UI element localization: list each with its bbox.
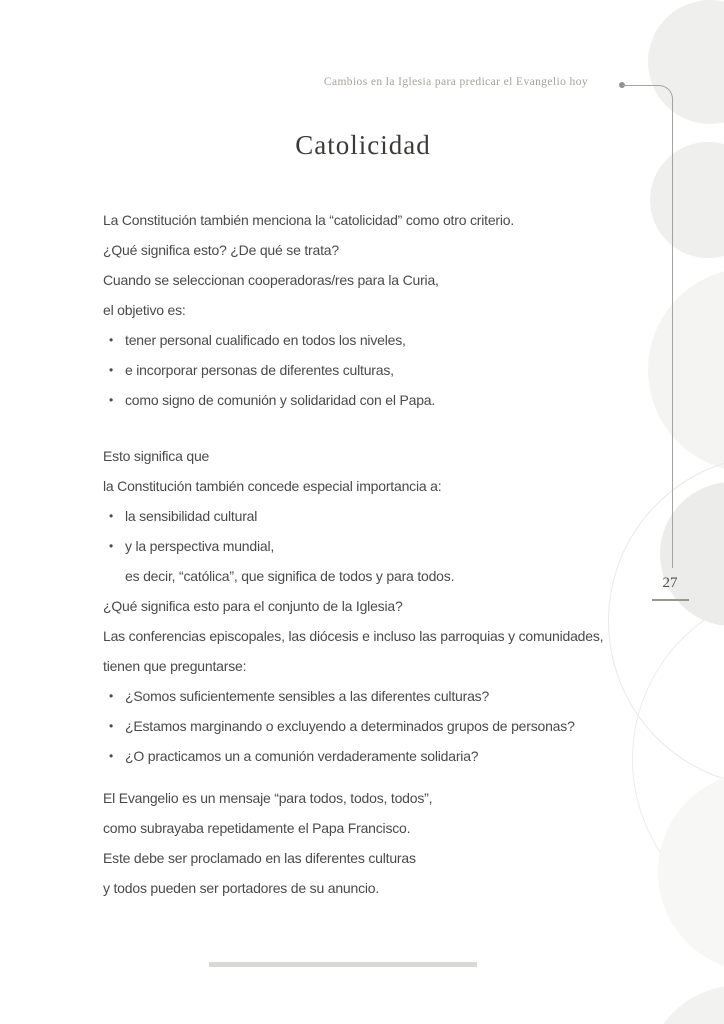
running-header: Cambios en la Iglesia para predicar el Evangelio hoy [323, 76, 588, 88]
bullet-list [103, 501, 623, 591]
text-line: Esto significa que [103, 448, 210, 464]
text-line: es decir, “católica”, que significa de todos y para todos. [125, 568, 455, 584]
paragraph [103, 205, 623, 325]
list-item [103, 681, 623, 711]
text-line: ¿Somos suficientemente sensibles a las diferentes culturas? [125, 688, 490, 704]
text-line: ¿Qué significa esto? ¿De qué se trata? [103, 242, 339, 258]
paragraph [103, 783, 623, 903]
text-line: la sensibilidad cultural [125, 508, 258, 524]
text-line: y todos pueden ser portadores de su anuncio. [103, 880, 380, 896]
page-number-underline [652, 599, 689, 601]
list-item [103, 711, 623, 741]
bullet-icon: • [109, 363, 114, 377]
text-line: la Constitución también concede especial importancia a: [103, 478, 442, 494]
bullet-icon: • [109, 539, 114, 553]
page-title: Catolicidad [295, 130, 431, 160]
paragraph [103, 591, 623, 681]
paragraph [103, 441, 623, 501]
bullet-icon: • [109, 689, 114, 703]
list-item [103, 531, 623, 591]
bullet-icon: • [109, 333, 114, 347]
text-line: como signo de comunión y solidaridad con el Papa. [125, 392, 436, 408]
text-line: tienen que preguntarse: [103, 658, 247, 674]
bullet-list [103, 681, 623, 771]
list-item [103, 355, 623, 385]
text-line: ¿Estamos marginando o excluyendo a determinados grupos de personas? [125, 718, 575, 734]
text-line: y la perspectiva mundial, [125, 538, 275, 554]
footer-divider-bar [209, 962, 477, 967]
text-line: La Constitución también menciona la “catolicidad” como otro criterio. [103, 212, 515, 228]
text-line: ¿Qué significa esto para el conjunto de la Iglesia? [103, 598, 403, 614]
text-line: Las conferencias episcopales, las diócesis e incluso las parroquias y comunidades, [103, 628, 604, 644]
bullet-icon: • [109, 509, 114, 523]
list-item [103, 741, 623, 771]
bullet-icon: • [109, 719, 114, 733]
text-line: tener personal cualificado en todos los niveles, [125, 332, 406, 348]
bullet-icon: • [109, 749, 114, 763]
text-line: el objetivo es: [103, 302, 186, 318]
bullet-icon: • [109, 393, 114, 407]
decorative-circle [645, 985, 724, 1024]
list-item [103, 501, 623, 531]
text-line: e incorporar personas de diferentes culturas, [125, 362, 394, 378]
text-line: El Evangelio es un mensaje “para todos, todos, todos”, [103, 790, 433, 806]
text-line: Cuando se seleccionan cooperadoras/res para la Curia, [103, 272, 439, 288]
text-line: como subrayaba repetidamente el Papa Francisco. [103, 820, 411, 836]
text-line: ¿O practicamos un a comunión verdaderamente solidaria? [125, 748, 479, 764]
page-number: 27 [662, 575, 678, 591]
bullet-list [103, 325, 623, 415]
list-item [103, 325, 623, 355]
body-text [103, 205, 623, 903]
list-item [103, 385, 623, 415]
header-connector-line [622, 85, 673, 568]
text-line: Este debe ser proclamado en las diferentes culturas [103, 850, 416, 866]
